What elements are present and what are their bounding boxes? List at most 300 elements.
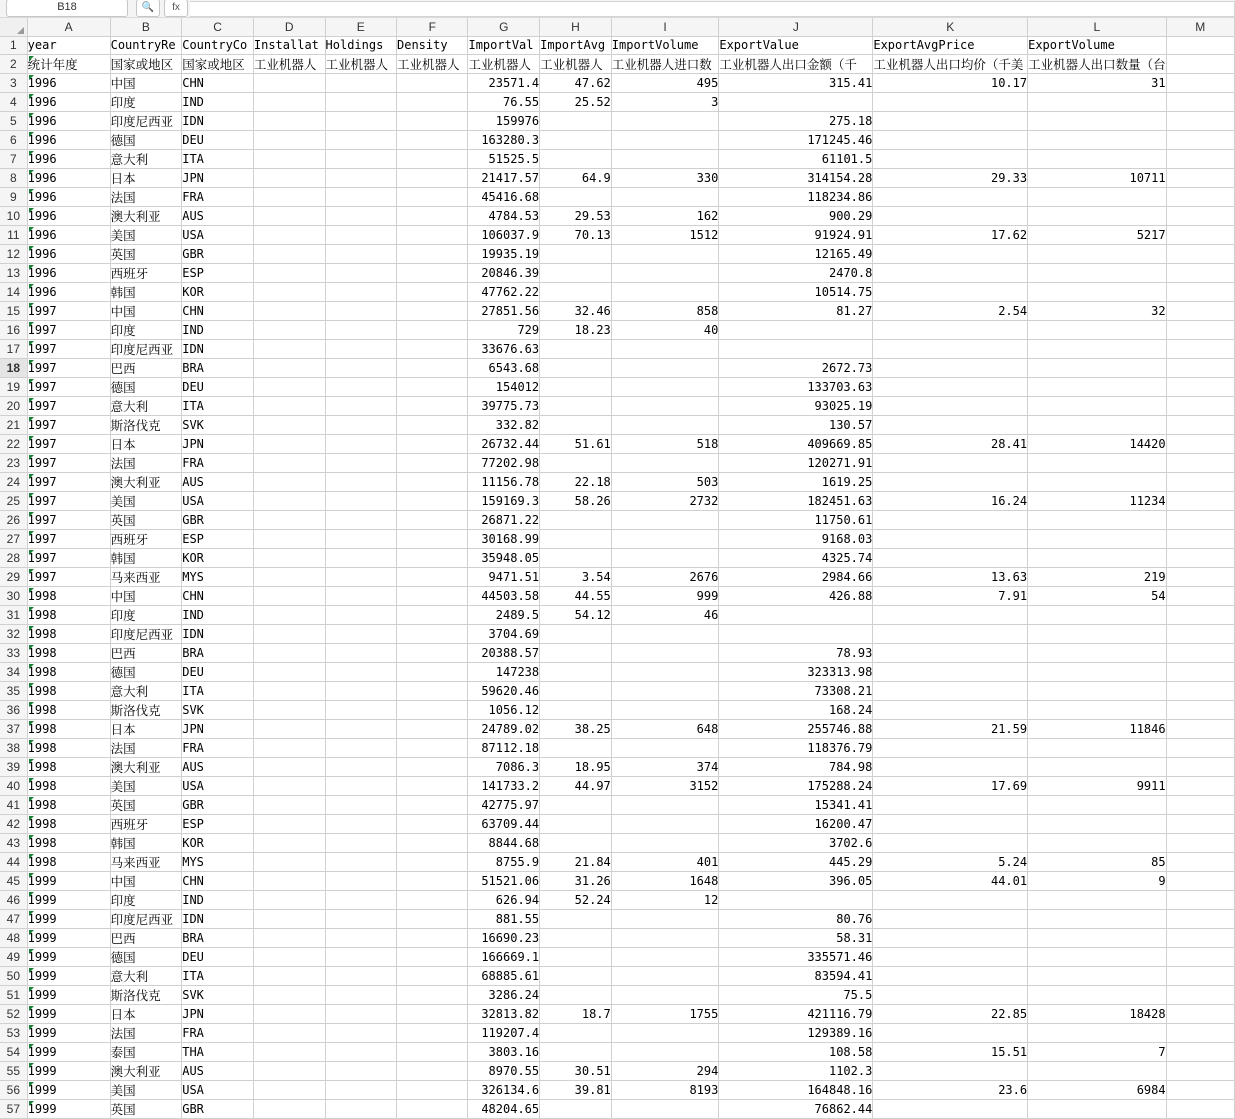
cell-installations-48[interactable] bbox=[253, 928, 325, 947]
name-box[interactable]: B18 bbox=[6, 0, 128, 17]
cell-export-value-36[interactable]: 168.24 bbox=[719, 700, 873, 719]
row-header-15[interactable]: 15 bbox=[0, 301, 27, 320]
cell-import-avg-11[interactable]: 70.13 bbox=[540, 225, 612, 244]
cell-import-value-36[interactable]: 1056.12 bbox=[468, 700, 540, 719]
cell-import-avg-15[interactable]: 32.46 bbox=[540, 301, 612, 320]
cell-import-volume-9[interactable] bbox=[611, 187, 719, 206]
cell-installations-26[interactable] bbox=[253, 510, 325, 529]
cell-import-avg-39[interactable]: 18.95 bbox=[540, 757, 612, 776]
cell-import-value-11[interactable]: 106037.9 bbox=[468, 225, 540, 244]
cell-export-value-32[interactable] bbox=[719, 624, 873, 643]
row-header-19[interactable]: 19 bbox=[0, 377, 27, 396]
cell-export-volume-55[interactable] bbox=[1028, 1061, 1167, 1080]
cell-extra-56[interactable] bbox=[1166, 1080, 1234, 1099]
cell-export-value-10[interactable]: 900.29 bbox=[719, 206, 873, 225]
row-header-13[interactable]: 13 bbox=[0, 263, 27, 282]
cell-export-value-41[interactable]: 15341.41 bbox=[719, 795, 873, 814]
cell-export-volume-14[interactable] bbox=[1028, 282, 1167, 301]
cell-installations-24[interactable] bbox=[253, 472, 325, 491]
cell-density-56[interactable] bbox=[397, 1080, 468, 1099]
cell-extra-30[interactable] bbox=[1166, 586, 1234, 605]
cell-year-16[interactable]: 1997 bbox=[27, 320, 110, 339]
cell-import-value-37[interactable]: 24789.02 bbox=[468, 719, 540, 738]
cell-country-code-48[interactable]: BRA bbox=[182, 928, 254, 947]
cell-import-volume-23[interactable] bbox=[611, 453, 719, 472]
cell-installations-54[interactable] bbox=[253, 1042, 325, 1061]
cell-export-volume-38[interactable] bbox=[1028, 738, 1167, 757]
row-header-41[interactable]: 41 bbox=[0, 795, 27, 814]
cell-year-14[interactable]: 1996 bbox=[27, 282, 110, 301]
cell-export-avg-49[interactable] bbox=[873, 947, 1028, 966]
cell-export-volume-23[interactable] bbox=[1028, 453, 1167, 472]
cell-import-value-45[interactable]: 51521.06 bbox=[468, 871, 540, 890]
header-cell-r1-c12[interactable] bbox=[1166, 36, 1234, 54]
cell-import-avg-38[interactable] bbox=[540, 738, 612, 757]
cell-import-avg-5[interactable] bbox=[540, 111, 612, 130]
cell-holdings-23[interactable] bbox=[325, 453, 396, 472]
cell-density-28[interactable] bbox=[397, 548, 468, 567]
cell-country-code-18[interactable]: BRA bbox=[182, 358, 254, 377]
cell-import-avg-6[interactable] bbox=[540, 130, 612, 149]
cell-export-avg-15[interactable]: 2.54 bbox=[873, 301, 1028, 320]
cell-export-avg-17[interactable] bbox=[873, 339, 1028, 358]
cell-export-avg-29[interactable]: 13.63 bbox=[873, 567, 1028, 586]
cell-export-volume-20[interactable] bbox=[1028, 396, 1167, 415]
cell-export-avg-41[interactable] bbox=[873, 795, 1028, 814]
cell-import-volume-29[interactable]: 2676 bbox=[611, 567, 719, 586]
cell-year-7[interactable]: 1996 bbox=[27, 149, 110, 168]
cell-country-code-17[interactable]: IDN bbox=[182, 339, 254, 358]
cell-year-52[interactable]: 1999 bbox=[27, 1004, 110, 1023]
cell-country-name-42[interactable]: 西班牙 bbox=[110, 814, 182, 833]
cell-density-12[interactable] bbox=[397, 244, 468, 263]
cell-import-volume-40[interactable]: 3152 bbox=[611, 776, 719, 795]
cell-country-name-46[interactable]: 印度 bbox=[110, 890, 182, 909]
cell-export-avg-18[interactable] bbox=[873, 358, 1028, 377]
cell-import-volume-13[interactable] bbox=[611, 263, 719, 282]
cell-export-value-17[interactable] bbox=[719, 339, 873, 358]
cell-import-volume-25[interactable]: 2732 bbox=[611, 491, 719, 510]
cell-holdings-20[interactable] bbox=[325, 396, 396, 415]
cell-export-value-54[interactable]: 108.58 bbox=[719, 1042, 873, 1061]
cell-holdings-46[interactable] bbox=[325, 890, 396, 909]
cell-year-33[interactable]: 1998 bbox=[27, 643, 110, 662]
cell-density-44[interactable] bbox=[397, 852, 468, 871]
cell-import-volume-32[interactable] bbox=[611, 624, 719, 643]
cell-installations-27[interactable] bbox=[253, 529, 325, 548]
cell-import-value-7[interactable]: 51525.5 bbox=[468, 149, 540, 168]
cell-holdings-7[interactable] bbox=[325, 149, 396, 168]
cell-import-volume-44[interactable]: 401 bbox=[611, 852, 719, 871]
cell-extra-28[interactable] bbox=[1166, 548, 1234, 567]
row-header-37[interactable]: 37 bbox=[0, 719, 27, 738]
cell-import-value-9[interactable]: 45416.68 bbox=[468, 187, 540, 206]
cell-import-volume-47[interactable] bbox=[611, 909, 719, 928]
cell-year-39[interactable]: 1998 bbox=[27, 757, 110, 776]
cell-country-code-49[interactable]: DEU bbox=[182, 947, 254, 966]
row-header-23[interactable]: 23 bbox=[0, 453, 27, 472]
cell-country-code-21[interactable]: SVK bbox=[182, 415, 254, 434]
cell-import-value-46[interactable]: 626.94 bbox=[468, 890, 540, 909]
row-header-42[interactable]: 42 bbox=[0, 814, 27, 833]
cell-extra-50[interactable] bbox=[1166, 966, 1234, 985]
cell-installations-55[interactable] bbox=[253, 1061, 325, 1080]
cell-import-value-6[interactable]: 163280.3 bbox=[468, 130, 540, 149]
cell-country-code-57[interactable]: GBR bbox=[182, 1099, 254, 1118]
column-header-a[interactable]: A bbox=[27, 18, 110, 36]
cell-export-value-11[interactable]: 91924.91 bbox=[719, 225, 873, 244]
cell-export-value-24[interactable]: 1619.25 bbox=[719, 472, 873, 491]
row-header-8[interactable]: 8 bbox=[0, 168, 27, 187]
cell-country-code-4[interactable]: IND bbox=[182, 92, 254, 111]
cell-export-avg-34[interactable] bbox=[873, 662, 1028, 681]
cell-import-value-28[interactable]: 35948.05 bbox=[468, 548, 540, 567]
cell-density-16[interactable] bbox=[397, 320, 468, 339]
cell-import-volume-6[interactable] bbox=[611, 130, 719, 149]
cell-import-avg-9[interactable] bbox=[540, 187, 612, 206]
cell-density-27[interactable] bbox=[397, 529, 468, 548]
row-header-29[interactable]: 29 bbox=[0, 567, 27, 586]
cell-installations-47[interactable] bbox=[253, 909, 325, 928]
cell-import-avg-33[interactable] bbox=[540, 643, 612, 662]
header-cell-r1-c11[interactable]: ExportVolume bbox=[1028, 36, 1167, 54]
cell-import-volume-12[interactable] bbox=[611, 244, 719, 263]
cell-country-name-28[interactable]: 韩国 bbox=[110, 548, 182, 567]
cell-export-volume-16[interactable] bbox=[1028, 320, 1167, 339]
cell-export-value-21[interactable]: 130.57 bbox=[719, 415, 873, 434]
cell-holdings-45[interactable] bbox=[325, 871, 396, 890]
cell-year-29[interactable]: 1997 bbox=[27, 567, 110, 586]
cell-country-name-4[interactable]: 印度 bbox=[110, 92, 182, 111]
cell-export-avg-8[interactable]: 29.33 bbox=[873, 168, 1028, 187]
row-header-34[interactable]: 34 bbox=[0, 662, 27, 681]
cell-import-value-13[interactable]: 20846.39 bbox=[468, 263, 540, 282]
header-cell-r2-c11[interactable]: 工业机器人出口数量（台 bbox=[1028, 54, 1167, 73]
cell-export-volume-6[interactable] bbox=[1028, 130, 1167, 149]
cell-holdings-15[interactable] bbox=[325, 301, 396, 320]
cell-export-avg-9[interactable] bbox=[873, 187, 1028, 206]
header-cell-r1-c7[interactable]: ImportAvg bbox=[540, 36, 612, 54]
row-header-16[interactable]: 16 bbox=[0, 320, 27, 339]
cell-export-volume-41[interactable] bbox=[1028, 795, 1167, 814]
cell-export-value-56[interactable]: 164848.16 bbox=[719, 1080, 873, 1099]
cell-export-value-34[interactable]: 323313.98 bbox=[719, 662, 873, 681]
cell-holdings-24[interactable] bbox=[325, 472, 396, 491]
cell-holdings-21[interactable] bbox=[325, 415, 396, 434]
cell-density-20[interactable] bbox=[397, 396, 468, 415]
cell-holdings-5[interactable] bbox=[325, 111, 396, 130]
cell-import-volume-52[interactable]: 1755 bbox=[611, 1004, 719, 1023]
cell-holdings-56[interactable] bbox=[325, 1080, 396, 1099]
cell-export-value-13[interactable]: 2470.8 bbox=[719, 263, 873, 282]
cell-export-value-18[interactable]: 2672.73 bbox=[719, 358, 873, 377]
cell-holdings-42[interactable] bbox=[325, 814, 396, 833]
cell-year-9[interactable]: 1996 bbox=[27, 187, 110, 206]
cell-export-value-12[interactable]: 12165.49 bbox=[719, 244, 873, 263]
cell-year-47[interactable]: 1999 bbox=[27, 909, 110, 928]
cell-country-code-3[interactable]: CHN bbox=[182, 73, 254, 92]
cell-country-name-53[interactable]: 法国 bbox=[110, 1023, 182, 1042]
cell-import-avg-50[interactable] bbox=[540, 966, 612, 985]
cell-holdings-3[interactable] bbox=[325, 73, 396, 92]
cell-installations-34[interactable] bbox=[253, 662, 325, 681]
cell-import-volume-46[interactable]: 12 bbox=[611, 890, 719, 909]
cell-year-46[interactable]: 1999 bbox=[27, 890, 110, 909]
cell-country-name-45[interactable]: 中国 bbox=[110, 871, 182, 890]
cell-extra-54[interactable] bbox=[1166, 1042, 1234, 1061]
cell-installations-32[interactable] bbox=[253, 624, 325, 643]
cell-installations-28[interactable] bbox=[253, 548, 325, 567]
row-header-12[interactable]: 12 bbox=[0, 244, 27, 263]
cell-holdings-30[interactable] bbox=[325, 586, 396, 605]
cell-density-41[interactable] bbox=[397, 795, 468, 814]
cell-country-name-32[interactable]: 印度尼西亚 bbox=[110, 624, 182, 643]
cell-installations-19[interactable] bbox=[253, 377, 325, 396]
cell-export-value-50[interactable]: 83594.41 bbox=[719, 966, 873, 985]
cell-import-volume-49[interactable] bbox=[611, 947, 719, 966]
cell-import-value-50[interactable]: 68885.61 bbox=[468, 966, 540, 985]
cell-country-code-44[interactable]: MYS bbox=[182, 852, 254, 871]
cell-export-avg-12[interactable] bbox=[873, 244, 1028, 263]
cell-export-value-9[interactable]: 118234.86 bbox=[719, 187, 873, 206]
cell-export-value-5[interactable]: 275.18 bbox=[719, 111, 873, 130]
cell-import-volume-38[interactable] bbox=[611, 738, 719, 757]
cell-holdings-18[interactable] bbox=[325, 358, 396, 377]
cell-export-avg-40[interactable]: 17.69 bbox=[873, 776, 1028, 795]
cell-export-volume-56[interactable]: 6984 bbox=[1028, 1080, 1167, 1099]
cell-export-value-51[interactable]: 75.5 bbox=[719, 985, 873, 1004]
cell-country-code-56[interactable]: USA bbox=[182, 1080, 254, 1099]
cell-import-volume-4[interactable]: 3 bbox=[611, 92, 719, 111]
cell-density-8[interactable] bbox=[397, 168, 468, 187]
cell-export-volume-43[interactable] bbox=[1028, 833, 1167, 852]
cell-import-value-16[interactable]: 729 bbox=[468, 320, 540, 339]
cell-export-avg-11[interactable]: 17.62 bbox=[873, 225, 1028, 244]
cell-country-code-51[interactable]: SVK bbox=[182, 985, 254, 1004]
cell-year-36[interactable]: 1998 bbox=[27, 700, 110, 719]
cell-export-value-48[interactable]: 58.31 bbox=[719, 928, 873, 947]
cell-import-avg-55[interactable]: 30.51 bbox=[540, 1061, 612, 1080]
cell-country-name-35[interactable]: 意大利 bbox=[110, 681, 182, 700]
cell-export-avg-25[interactable]: 16.24 bbox=[873, 491, 1028, 510]
cell-density-3[interactable] bbox=[397, 73, 468, 92]
header-cell-r2-c2[interactable]: 国家或地区 bbox=[182, 54, 254, 73]
cell-year-56[interactable]: 1999 bbox=[27, 1080, 110, 1099]
cell-export-volume-11[interactable]: 5217 bbox=[1028, 225, 1167, 244]
cell-density-52[interactable] bbox=[397, 1004, 468, 1023]
cell-installations-23[interactable] bbox=[253, 453, 325, 472]
cell-export-value-15[interactable]: 81.27 bbox=[719, 301, 873, 320]
cell-installations-40[interactable] bbox=[253, 776, 325, 795]
cell-holdings-4[interactable] bbox=[325, 92, 396, 111]
cell-import-value-55[interactable]: 8970.55 bbox=[468, 1061, 540, 1080]
fx-icon[interactable]: fx bbox=[164, 0, 188, 17]
cell-country-name-18[interactable]: 巴西 bbox=[110, 358, 182, 377]
cell-year-32[interactable]: 1998 bbox=[27, 624, 110, 643]
cell-holdings-57[interactable] bbox=[325, 1099, 396, 1118]
row-header-31[interactable]: 31 bbox=[0, 605, 27, 624]
header-cell-r2-c10[interactable]: 工业机器人出口均价（千美 bbox=[873, 54, 1028, 73]
cell-holdings-51[interactable] bbox=[325, 985, 396, 1004]
cell-import-value-30[interactable]: 44503.58 bbox=[468, 586, 540, 605]
cell-import-volume-55[interactable]: 294 bbox=[611, 1061, 719, 1080]
cell-export-avg-23[interactable] bbox=[873, 453, 1028, 472]
cell-import-value-5[interactable]: 159976 bbox=[468, 111, 540, 130]
cell-year-21[interactable]: 1997 bbox=[27, 415, 110, 434]
cell-country-code-9[interactable]: FRA bbox=[182, 187, 254, 206]
row-header-33[interactable]: 33 bbox=[0, 643, 27, 662]
cell-installations-6[interactable] bbox=[253, 130, 325, 149]
cell-country-code-53[interactable]: FRA bbox=[182, 1023, 254, 1042]
cell-export-value-44[interactable]: 445.29 bbox=[719, 852, 873, 871]
cell-year-43[interactable]: 1998 bbox=[27, 833, 110, 852]
cell-import-value-25[interactable]: 159169.3 bbox=[468, 491, 540, 510]
cell-installations-12[interactable] bbox=[253, 244, 325, 263]
cell-export-volume-54[interactable]: 7 bbox=[1028, 1042, 1167, 1061]
row-header-36[interactable]: 36 bbox=[0, 700, 27, 719]
cell-import-volume-20[interactable] bbox=[611, 396, 719, 415]
cell-density-29[interactable] bbox=[397, 567, 468, 586]
row-header-11[interactable]: 11 bbox=[0, 225, 27, 244]
cell-country-name-9[interactable]: 法国 bbox=[110, 187, 182, 206]
select-all-corner[interactable] bbox=[0, 18, 27, 36]
row-header-40[interactable]: 40 bbox=[0, 776, 27, 795]
cell-country-code-35[interactable]: ITA bbox=[182, 681, 254, 700]
cell-export-avg-51[interactable] bbox=[873, 985, 1028, 1004]
row-header-47[interactable]: 47 bbox=[0, 909, 27, 928]
cell-extra-15[interactable] bbox=[1166, 301, 1234, 320]
cell-import-avg-35[interactable] bbox=[540, 681, 612, 700]
cell-export-value-28[interactable]: 4325.74 bbox=[719, 548, 873, 567]
cell-density-43[interactable] bbox=[397, 833, 468, 852]
cell-country-code-34[interactable]: DEU bbox=[182, 662, 254, 681]
cell-export-volume-52[interactable]: 18428 bbox=[1028, 1004, 1167, 1023]
row-header-1[interactable]: 1 bbox=[0, 36, 27, 54]
cell-holdings-52[interactable] bbox=[325, 1004, 396, 1023]
cell-country-name-21[interactable]: 斯洛伐克 bbox=[110, 415, 182, 434]
cell-country-code-32[interactable]: IDN bbox=[182, 624, 254, 643]
cell-extra-14[interactable] bbox=[1166, 282, 1234, 301]
cell-export-avg-26[interactable] bbox=[873, 510, 1028, 529]
cell-import-volume-18[interactable] bbox=[611, 358, 719, 377]
cell-export-avg-39[interactable] bbox=[873, 757, 1028, 776]
cell-country-name-34[interactable]: 德国 bbox=[110, 662, 182, 681]
cell-import-value-48[interactable]: 16690.23 bbox=[468, 928, 540, 947]
cell-installations-50[interactable] bbox=[253, 966, 325, 985]
cell-year-17[interactable]: 1997 bbox=[27, 339, 110, 358]
cell-import-avg-17[interactable] bbox=[540, 339, 612, 358]
cell-import-avg-18[interactable] bbox=[540, 358, 612, 377]
cell-export-avg-46[interactable] bbox=[873, 890, 1028, 909]
cell-import-avg-42[interactable] bbox=[540, 814, 612, 833]
cell-export-avg-27[interactable] bbox=[873, 529, 1028, 548]
cell-export-volume-3[interactable]: 31 bbox=[1028, 73, 1167, 92]
cell-holdings-12[interactable] bbox=[325, 244, 396, 263]
cell-import-volume-57[interactable] bbox=[611, 1099, 719, 1118]
cell-import-value-14[interactable]: 47762.22 bbox=[468, 282, 540, 301]
cell-extra-35[interactable] bbox=[1166, 681, 1234, 700]
cell-import-value-15[interactable]: 27851.56 bbox=[468, 301, 540, 320]
cell-country-name-38[interactable]: 法国 bbox=[110, 738, 182, 757]
cell-density-42[interactable] bbox=[397, 814, 468, 833]
cell-year-6[interactable]: 1996 bbox=[27, 130, 110, 149]
cell-country-code-22[interactable]: JPN bbox=[182, 434, 254, 453]
cell-country-code-16[interactable]: IND bbox=[182, 320, 254, 339]
row-header-55[interactable]: 55 bbox=[0, 1061, 27, 1080]
cell-country-name-49[interactable]: 德国 bbox=[110, 947, 182, 966]
row-header-53[interactable]: 53 bbox=[0, 1023, 27, 1042]
cell-year-49[interactable]: 1999 bbox=[27, 947, 110, 966]
cell-extra-16[interactable] bbox=[1166, 320, 1234, 339]
cell-country-name-10[interactable]: 澳大利亚 bbox=[110, 206, 182, 225]
row-header-46[interactable]: 46 bbox=[0, 890, 27, 909]
cell-export-volume-30[interactable]: 54 bbox=[1028, 586, 1167, 605]
column-header-k[interactable]: K bbox=[873, 18, 1028, 36]
cell-export-value-38[interactable]: 118376.79 bbox=[719, 738, 873, 757]
cell-country-name-39[interactable]: 澳大利亚 bbox=[110, 757, 182, 776]
cell-year-54[interactable]: 1999 bbox=[27, 1042, 110, 1061]
cell-import-volume-30[interactable]: 999 bbox=[611, 586, 719, 605]
cell-import-avg-45[interactable]: 31.26 bbox=[540, 871, 612, 890]
cell-export-value-4[interactable] bbox=[719, 92, 873, 111]
cell-import-avg-44[interactable]: 21.84 bbox=[540, 852, 612, 871]
cell-import-volume-48[interactable] bbox=[611, 928, 719, 947]
cell-year-13[interactable]: 1996 bbox=[27, 263, 110, 282]
cell-density-7[interactable] bbox=[397, 149, 468, 168]
cell-import-volume-33[interactable] bbox=[611, 643, 719, 662]
row-header-4[interactable]: 4 bbox=[0, 92, 27, 111]
cell-density-37[interactable] bbox=[397, 719, 468, 738]
cell-country-name-20[interactable]: 意大利 bbox=[110, 396, 182, 415]
cell-holdings-44[interactable] bbox=[325, 852, 396, 871]
cell-import-avg-27[interactable] bbox=[540, 529, 612, 548]
cell-import-value-31[interactable]: 2489.5 bbox=[468, 605, 540, 624]
cell-export-avg-35[interactable] bbox=[873, 681, 1028, 700]
cell-country-code-47[interactable]: IDN bbox=[182, 909, 254, 928]
cell-density-31[interactable] bbox=[397, 605, 468, 624]
cell-density-24[interactable] bbox=[397, 472, 468, 491]
cell-import-volume-39[interactable]: 374 bbox=[611, 757, 719, 776]
cell-country-name-5[interactable]: 印度尼西亚 bbox=[110, 111, 182, 130]
cell-import-avg-34[interactable] bbox=[540, 662, 612, 681]
cell-country-code-45[interactable]: CHN bbox=[182, 871, 254, 890]
cell-export-avg-4[interactable] bbox=[873, 92, 1028, 111]
cell-import-avg-25[interactable]: 58.26 bbox=[540, 491, 612, 510]
cell-export-volume-49[interactable] bbox=[1028, 947, 1167, 966]
cell-country-name-16[interactable]: 印度 bbox=[110, 320, 182, 339]
cell-import-volume-28[interactable] bbox=[611, 548, 719, 567]
header-cell-r2-c9[interactable]: 工业机器人出口金额（千 bbox=[719, 54, 873, 73]
cell-density-15[interactable] bbox=[397, 301, 468, 320]
cell-export-avg-48[interactable] bbox=[873, 928, 1028, 947]
cell-country-name-15[interactable]: 中国 bbox=[110, 301, 182, 320]
cell-export-avg-32[interactable] bbox=[873, 624, 1028, 643]
cell-export-value-33[interactable]: 78.93 bbox=[719, 643, 873, 662]
cell-year-25[interactable]: 1997 bbox=[27, 491, 110, 510]
cell-year-44[interactable]: 1998 bbox=[27, 852, 110, 871]
cell-installations-3[interactable] bbox=[253, 73, 325, 92]
cell-export-volume-44[interactable]: 85 bbox=[1028, 852, 1167, 871]
cell-extra-57[interactable] bbox=[1166, 1099, 1234, 1118]
cell-extra-25[interactable] bbox=[1166, 491, 1234, 510]
cell-installations-18[interactable] bbox=[253, 358, 325, 377]
cell-density-57[interactable] bbox=[397, 1099, 468, 1118]
cell-extra-52[interactable] bbox=[1166, 1004, 1234, 1023]
row-header-14[interactable]: 14 bbox=[0, 282, 27, 301]
cell-installations-8[interactable] bbox=[253, 168, 325, 187]
cell-import-value-10[interactable]: 4784.53 bbox=[468, 206, 540, 225]
cell-country-name-19[interactable]: 德国 bbox=[110, 377, 182, 396]
